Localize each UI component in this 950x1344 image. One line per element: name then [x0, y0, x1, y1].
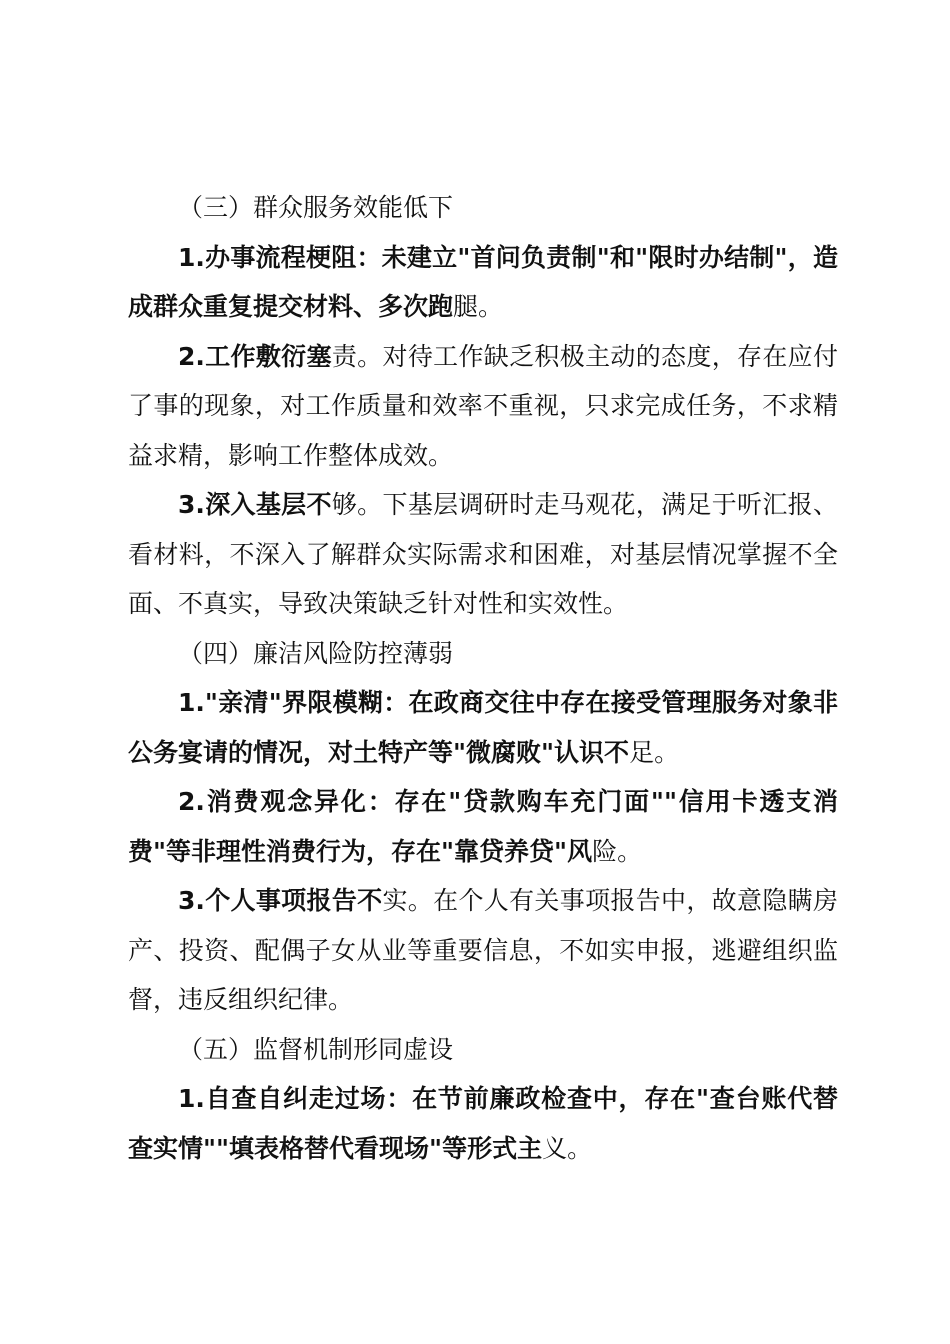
- paragraph-bold-lead: 2.消费观念异化：存在"贷款购车充门面""信用卡透支消费"等非理性消费行为，存在"靠贷养贷"风: [128, 787, 838, 866]
- paragraph-text: 腿。: [453, 292, 504, 321]
- paragraph: [128, 1074, 838, 1173]
- paragraph: [128, 480, 838, 629]
- paragraph-text: 义。: [542, 1133, 593, 1163]
- paragraph-bold-lead: 1."亲清"界限模糊：在政商交往中存在接受管理服务对象非公务宴请的情况，对土特产等"微腐败"认识不: [128, 688, 838, 767]
- paragraph-bold-lead: 1.自查自纠走过场：在节前廉政检查中，存在"查台账代替查实情""填表格替代看现场"等形式主: [128, 1084, 838, 1163]
- paragraph-bold-lead: 3.深入基层不: [178, 490, 332, 519]
- paragraph: [128, 777, 838, 876]
- paragraph-text: 责。对待工作缺乏积极主动的态度，存在应付了事的现象，对工作质量和效率不重视，只求完成任务，不求精益求精，影响工作整体成效。: [128, 341, 838, 470]
- section-heading: （三）群众服务效能低下: [178, 193, 454, 222]
- paragraph-text: 险。: [592, 836, 643, 866]
- document-body: [128, 183, 838, 1173]
- paragraph: [128, 678, 838, 777]
- paragraph: [128, 332, 838, 481]
- paragraph-text: 够。下基层调研时走马观花，满足于听汇报、看材料，不深入了解群众实际需求和困难，对基层情况掌握不全面、不真实，导致决策缺乏针对性和实效性。: [128, 490, 838, 618]
- paragraph-text: 足。: [629, 737, 680, 767]
- paragraph: [128, 233, 838, 332]
- paragraph-bold-lead: 1.办事流程梗阻：未建立"首问负责制"和"限时办结制"，造成群众重复提交材料、多次跑: [128, 242, 838, 321]
- paragraph: [128, 876, 838, 1025]
- paragraph-bold-lead: 3.个人事项报告不: [178, 886, 383, 915]
- paragraph-text: 实。在个人有关事项报告中，故意隐瞒房产、投资、配偶子女从业等重要信息，不如实申报，逃避组织监督，违反组织纪律。: [128, 886, 838, 1014]
- section-heading: （五）监督机制形同虚设: [178, 1034, 454, 1064]
- section-heading: （四）廉洁风险防控薄弱: [178, 638, 454, 668]
- paragraph-bold-lead: 2.工作敷衍塞: [178, 341, 332, 371]
